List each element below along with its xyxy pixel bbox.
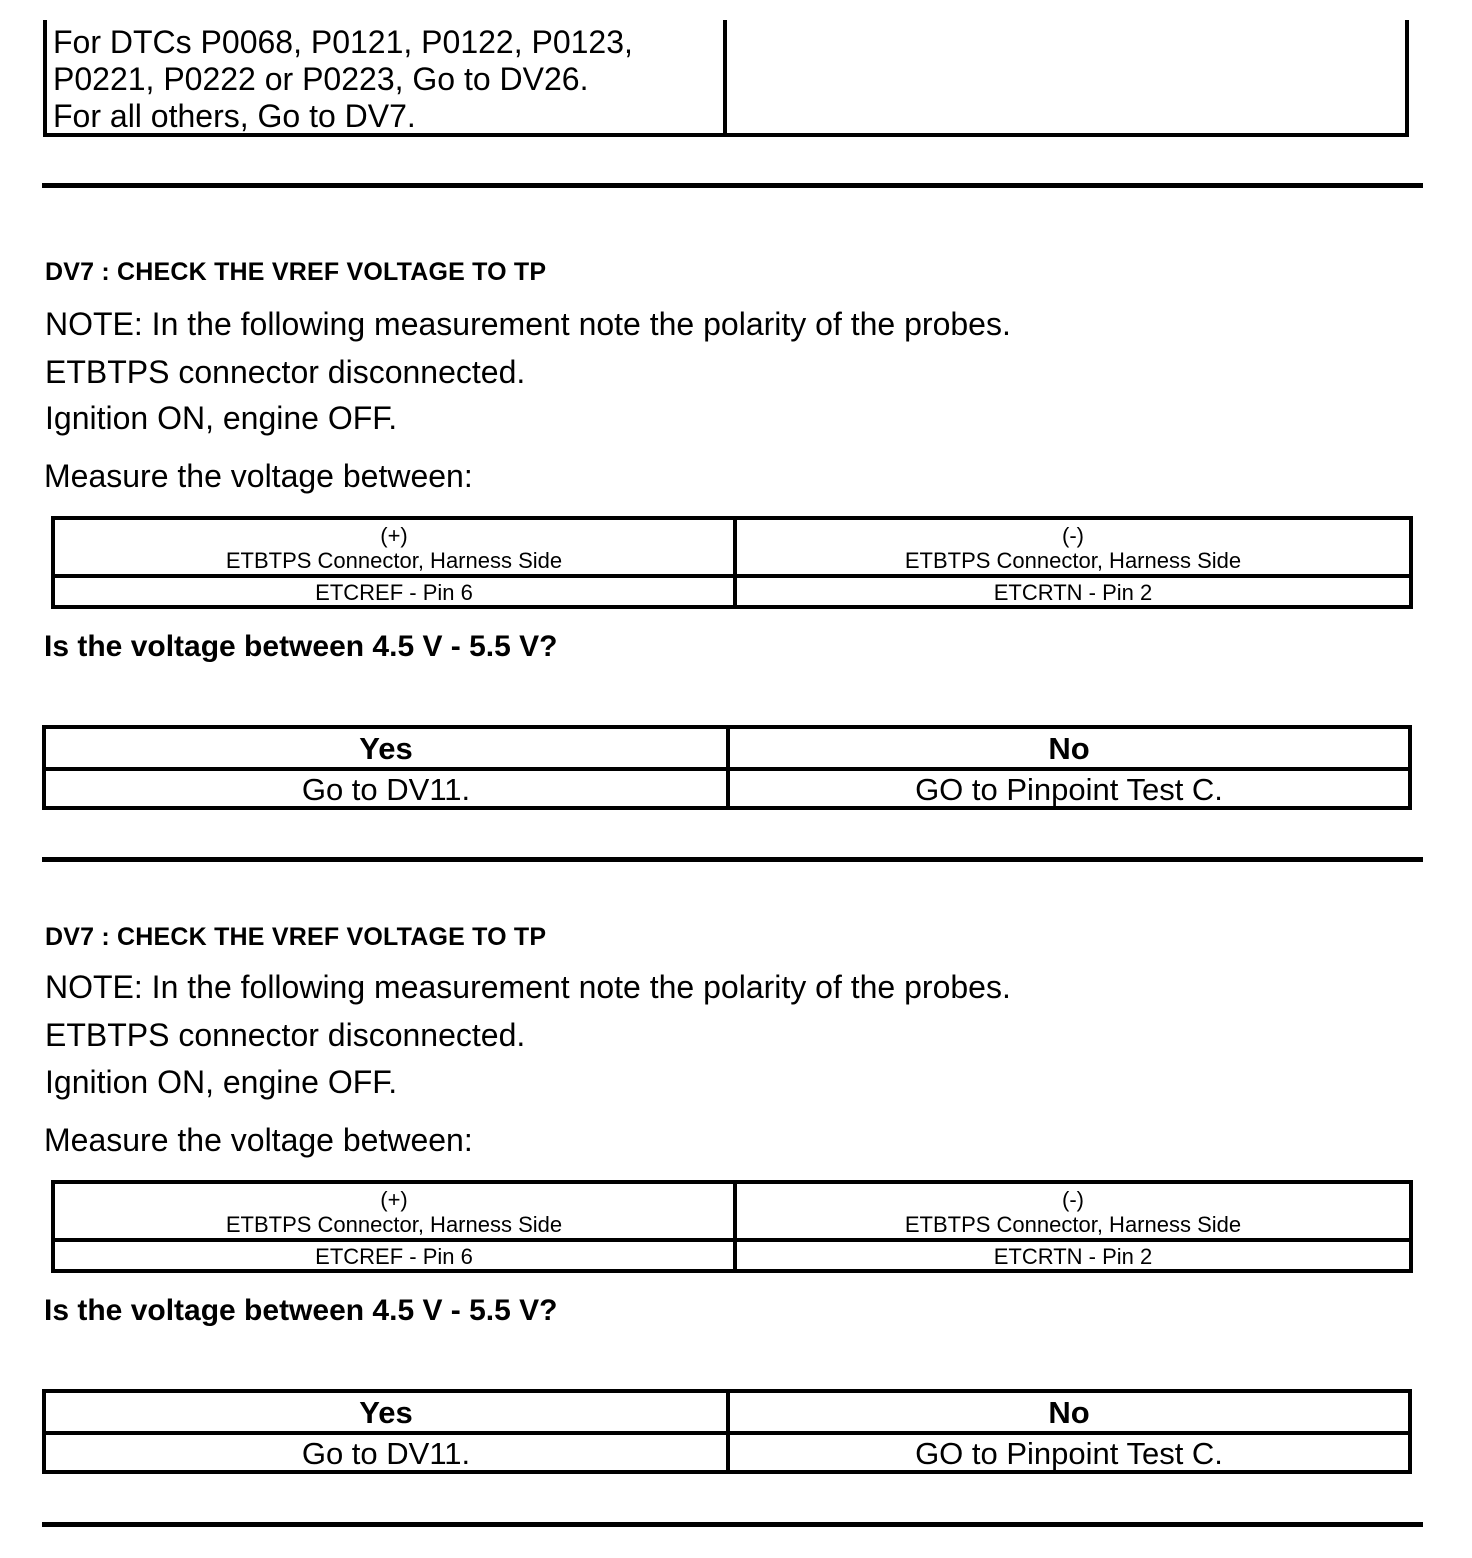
measurement-table xyxy=(51,1180,1413,1273)
answer-table xyxy=(42,725,1412,810)
step-heading: DV7 : CHECK THE VREF VOLTAGE TO TP xyxy=(45,923,547,951)
step-instruction-connector: ETBTPS connector disconnected. xyxy=(45,354,526,390)
no-header: No xyxy=(1048,731,1090,766)
dtc-routing-table xyxy=(43,20,1409,137)
positive-connector-header: ETBTPS Connector, Harness Side xyxy=(225,548,563,573)
negative-pin-value: ETCRTN - Pin 2 xyxy=(993,1244,1153,1269)
yes-header: Yes xyxy=(359,1395,413,1430)
negative-connector-header: ETBTPS Connector, Harness Side xyxy=(904,1212,1242,1237)
negative-connector-header: ETBTPS Connector, Harness Side xyxy=(904,548,1242,573)
decision-question: Is the voltage between 4.5 V - 5.5 V? xyxy=(44,1294,558,1327)
positive-polarity-label: (+) xyxy=(380,1187,408,1212)
polarity-note: NOTE: In the following measurement note the polarity of the probes. xyxy=(45,969,1011,1005)
section-divider xyxy=(42,1522,1423,1527)
section-divider xyxy=(42,857,1423,862)
positive-pin-value: ETCREF - Pin 6 xyxy=(315,580,473,605)
yes-header: Yes xyxy=(359,731,413,766)
measure-instruction: Measure the voltage between: xyxy=(44,458,473,494)
no-action: GO to Pinpoint Test C. xyxy=(915,772,1223,807)
measurement-table xyxy=(51,516,1413,609)
measure-instruction: Measure the voltage between: xyxy=(44,1122,473,1158)
polarity-note: NOTE: In the following measurement note the polarity of the probes. xyxy=(45,306,1011,342)
no-header: No xyxy=(1048,1395,1090,1430)
decision-question: Is the voltage between 4.5 V - 5.5 V? xyxy=(44,630,558,663)
dtc-routing-line-3: For all others, Go to DV7. xyxy=(53,98,416,134)
negative-polarity-label: (-) xyxy=(1062,1187,1084,1212)
step-instruction-ignition: Ignition ON, engine OFF. xyxy=(45,400,398,436)
yes-action: Go to DV11. xyxy=(301,1436,471,1471)
negative-polarity-label: (-) xyxy=(1062,523,1084,548)
section-divider xyxy=(42,183,1423,188)
no-action: GO to Pinpoint Test C. xyxy=(915,1436,1223,1471)
positive-connector-header: ETBTPS Connector, Harness Side xyxy=(225,1212,563,1237)
step-instruction-ignition: Ignition ON, engine OFF. xyxy=(45,1064,398,1100)
yes-action: Go to DV11. xyxy=(301,772,471,807)
dtc-routing-cell xyxy=(47,20,727,133)
dtc-routing-line-1: For DTCs P0068, P0121, P0122, P0123, xyxy=(53,24,633,60)
answer-table xyxy=(42,1389,1412,1474)
negative-pin-value: ETCRTN - Pin 2 xyxy=(993,580,1153,605)
step-heading: DV7 : CHECK THE VREF VOLTAGE TO TP xyxy=(45,258,547,286)
step-instruction-connector: ETBTPS connector disconnected. xyxy=(45,1017,526,1053)
positive-polarity-label: (+) xyxy=(380,523,408,548)
positive-pin-value: ETCREF - Pin 6 xyxy=(315,1244,473,1269)
dtc-routing-line-2: P0221, P0222 or P0223, Go to DV26. xyxy=(53,61,589,97)
